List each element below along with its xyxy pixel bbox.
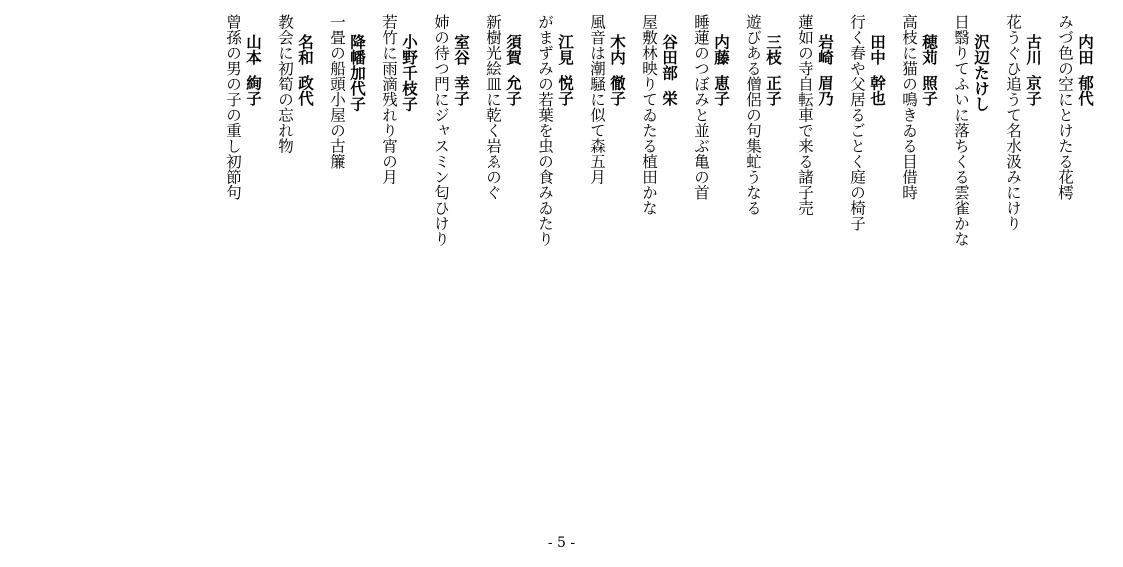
haiku-text: 高枝に猫の鳴きゐる目借時 — [900, 14, 918, 200]
author-given-name: 正子 — [764, 75, 783, 106]
author-name — [916, 14, 937, 200]
haiku-text: 行く春や父居るごとく庭の椅子 — [848, 14, 866, 231]
author-name — [1020, 14, 1041, 231]
haiku-columns — [209, 14, 1093, 514]
author-name — [760, 14, 781, 216]
haiku-text: 遊びある僧侶の句集虻うなる — [744, 14, 762, 216]
author-name — [292, 14, 313, 154]
haiku-text: 教会に初筍の忘れ物 — [276, 14, 294, 154]
author-given-name: 照子 — [920, 75, 939, 106]
author-family-name: 内藤 — [712, 34, 731, 65]
haiku-entry — [739, 14, 781, 216]
author-family-name: 内田 — [1076, 34, 1095, 65]
author-name — [812, 14, 833, 216]
haiku-text: 蓮如の寺自転車で来る諸子売 — [796, 14, 814, 216]
haiku-entry — [791, 14, 833, 216]
author-given-name: 允子 — [504, 75, 523, 106]
author-family-name: 三枝 — [764, 34, 783, 65]
author-family-name: 田中 — [868, 34, 887, 65]
haiku-entry — [479, 14, 521, 200]
author-given-name: 郁代 — [1076, 75, 1095, 106]
haiku-entry — [323, 14, 365, 169]
author-given-name: 恵子 — [712, 75, 731, 106]
author-name — [396, 14, 417, 185]
author-family-name: 山本 — [244, 34, 263, 65]
haiku-entry — [635, 14, 677, 216]
author-given-name: 悦子 — [556, 75, 575, 106]
haiku-entry — [947, 14, 989, 247]
author-family-name: 須賀 — [504, 34, 523, 65]
haiku-text: 花うぐひ追うて名水汲みにけり — [1004, 14, 1022, 231]
author-name — [708, 14, 729, 200]
haiku-entry — [1051, 14, 1093, 200]
haiku-text: みづ色の空にとけたる花樗 — [1056, 14, 1074, 200]
author-family-name: 谷田部 — [660, 34, 679, 81]
haiku-entry — [531, 14, 573, 247]
author-name — [240, 14, 261, 200]
haiku-text: 曾孫の男の子の重し初節句 — [224, 14, 242, 200]
haiku-text: 新樹光絵皿に乾く岩ゑのぐ — [484, 14, 502, 200]
haiku-text: 日翳りてふいに落ちくる雲雀かな — [952, 14, 970, 247]
author-name — [968, 14, 989, 247]
author-name — [500, 14, 521, 200]
author-given-name: 絢子 — [244, 75, 263, 106]
author-given-name: 幸子 — [452, 75, 471, 106]
haiku-text: がまずみの若葉を虫の食みゐたり — [536, 14, 554, 247]
author-name — [448, 14, 469, 247]
haiku-entry — [999, 14, 1041, 231]
author-given-name: 栄 — [660, 90, 679, 106]
author-name — [864, 14, 885, 231]
author-name — [604, 14, 625, 185]
author-family-name: 沢辺たけし — [972, 34, 991, 112]
haiku-entry — [375, 14, 417, 185]
author-family-name: 穂苅 — [920, 34, 939, 65]
haiku-text: 一畳の船頭小屋の古簾 — [328, 14, 346, 169]
haiku-text: 屋敷林映りてゐたる植田かな — [640, 14, 658, 216]
haiku-entry — [271, 14, 313, 154]
author-name — [656, 14, 677, 216]
haiku-entry — [583, 14, 625, 185]
haiku-entry — [219, 14, 261, 200]
author-given-name: 政代 — [296, 75, 315, 106]
page-number: - 5 - — [547, 535, 576, 551]
haiku-entry — [843, 14, 885, 231]
author-given-name: 眉乃 — [816, 75, 835, 106]
author-family-name: 室谷 — [452, 34, 471, 65]
author-given-name: 幹也 — [868, 75, 887, 106]
haiku-text: 風音は潮騒に似て森五月 — [588, 14, 606, 185]
author-family-name: 江見 — [556, 34, 575, 65]
author-family-name: 降幡加代子 — [348, 34, 367, 112]
haiku-entry — [687, 14, 729, 200]
haiku-text: 睡蓮のつぼみと並ぶ亀の首 — [692, 14, 710, 200]
author-given-name: 京子 — [1024, 75, 1043, 106]
author-name — [344, 14, 365, 169]
author-family-name: 名和 — [296, 34, 315, 65]
haiku-entry — [895, 14, 937, 200]
author-family-name: 木内 — [608, 34, 627, 65]
author-given-name: 徹子 — [608, 75, 627, 106]
author-name — [1072, 14, 1093, 200]
author-family-name: 岩崎 — [816, 34, 835, 65]
author-name — [552, 14, 573, 247]
haiku-text: 若竹に雨滴残れり宵の月 — [380, 14, 398, 185]
haiku-entry — [427, 14, 469, 247]
author-family-name: 古川 — [1024, 34, 1043, 65]
haiku-text: 姉の待つ門にジャスミン匂ひけり — [432, 14, 450, 247]
author-family-name: 小野千枝子 — [400, 34, 419, 112]
